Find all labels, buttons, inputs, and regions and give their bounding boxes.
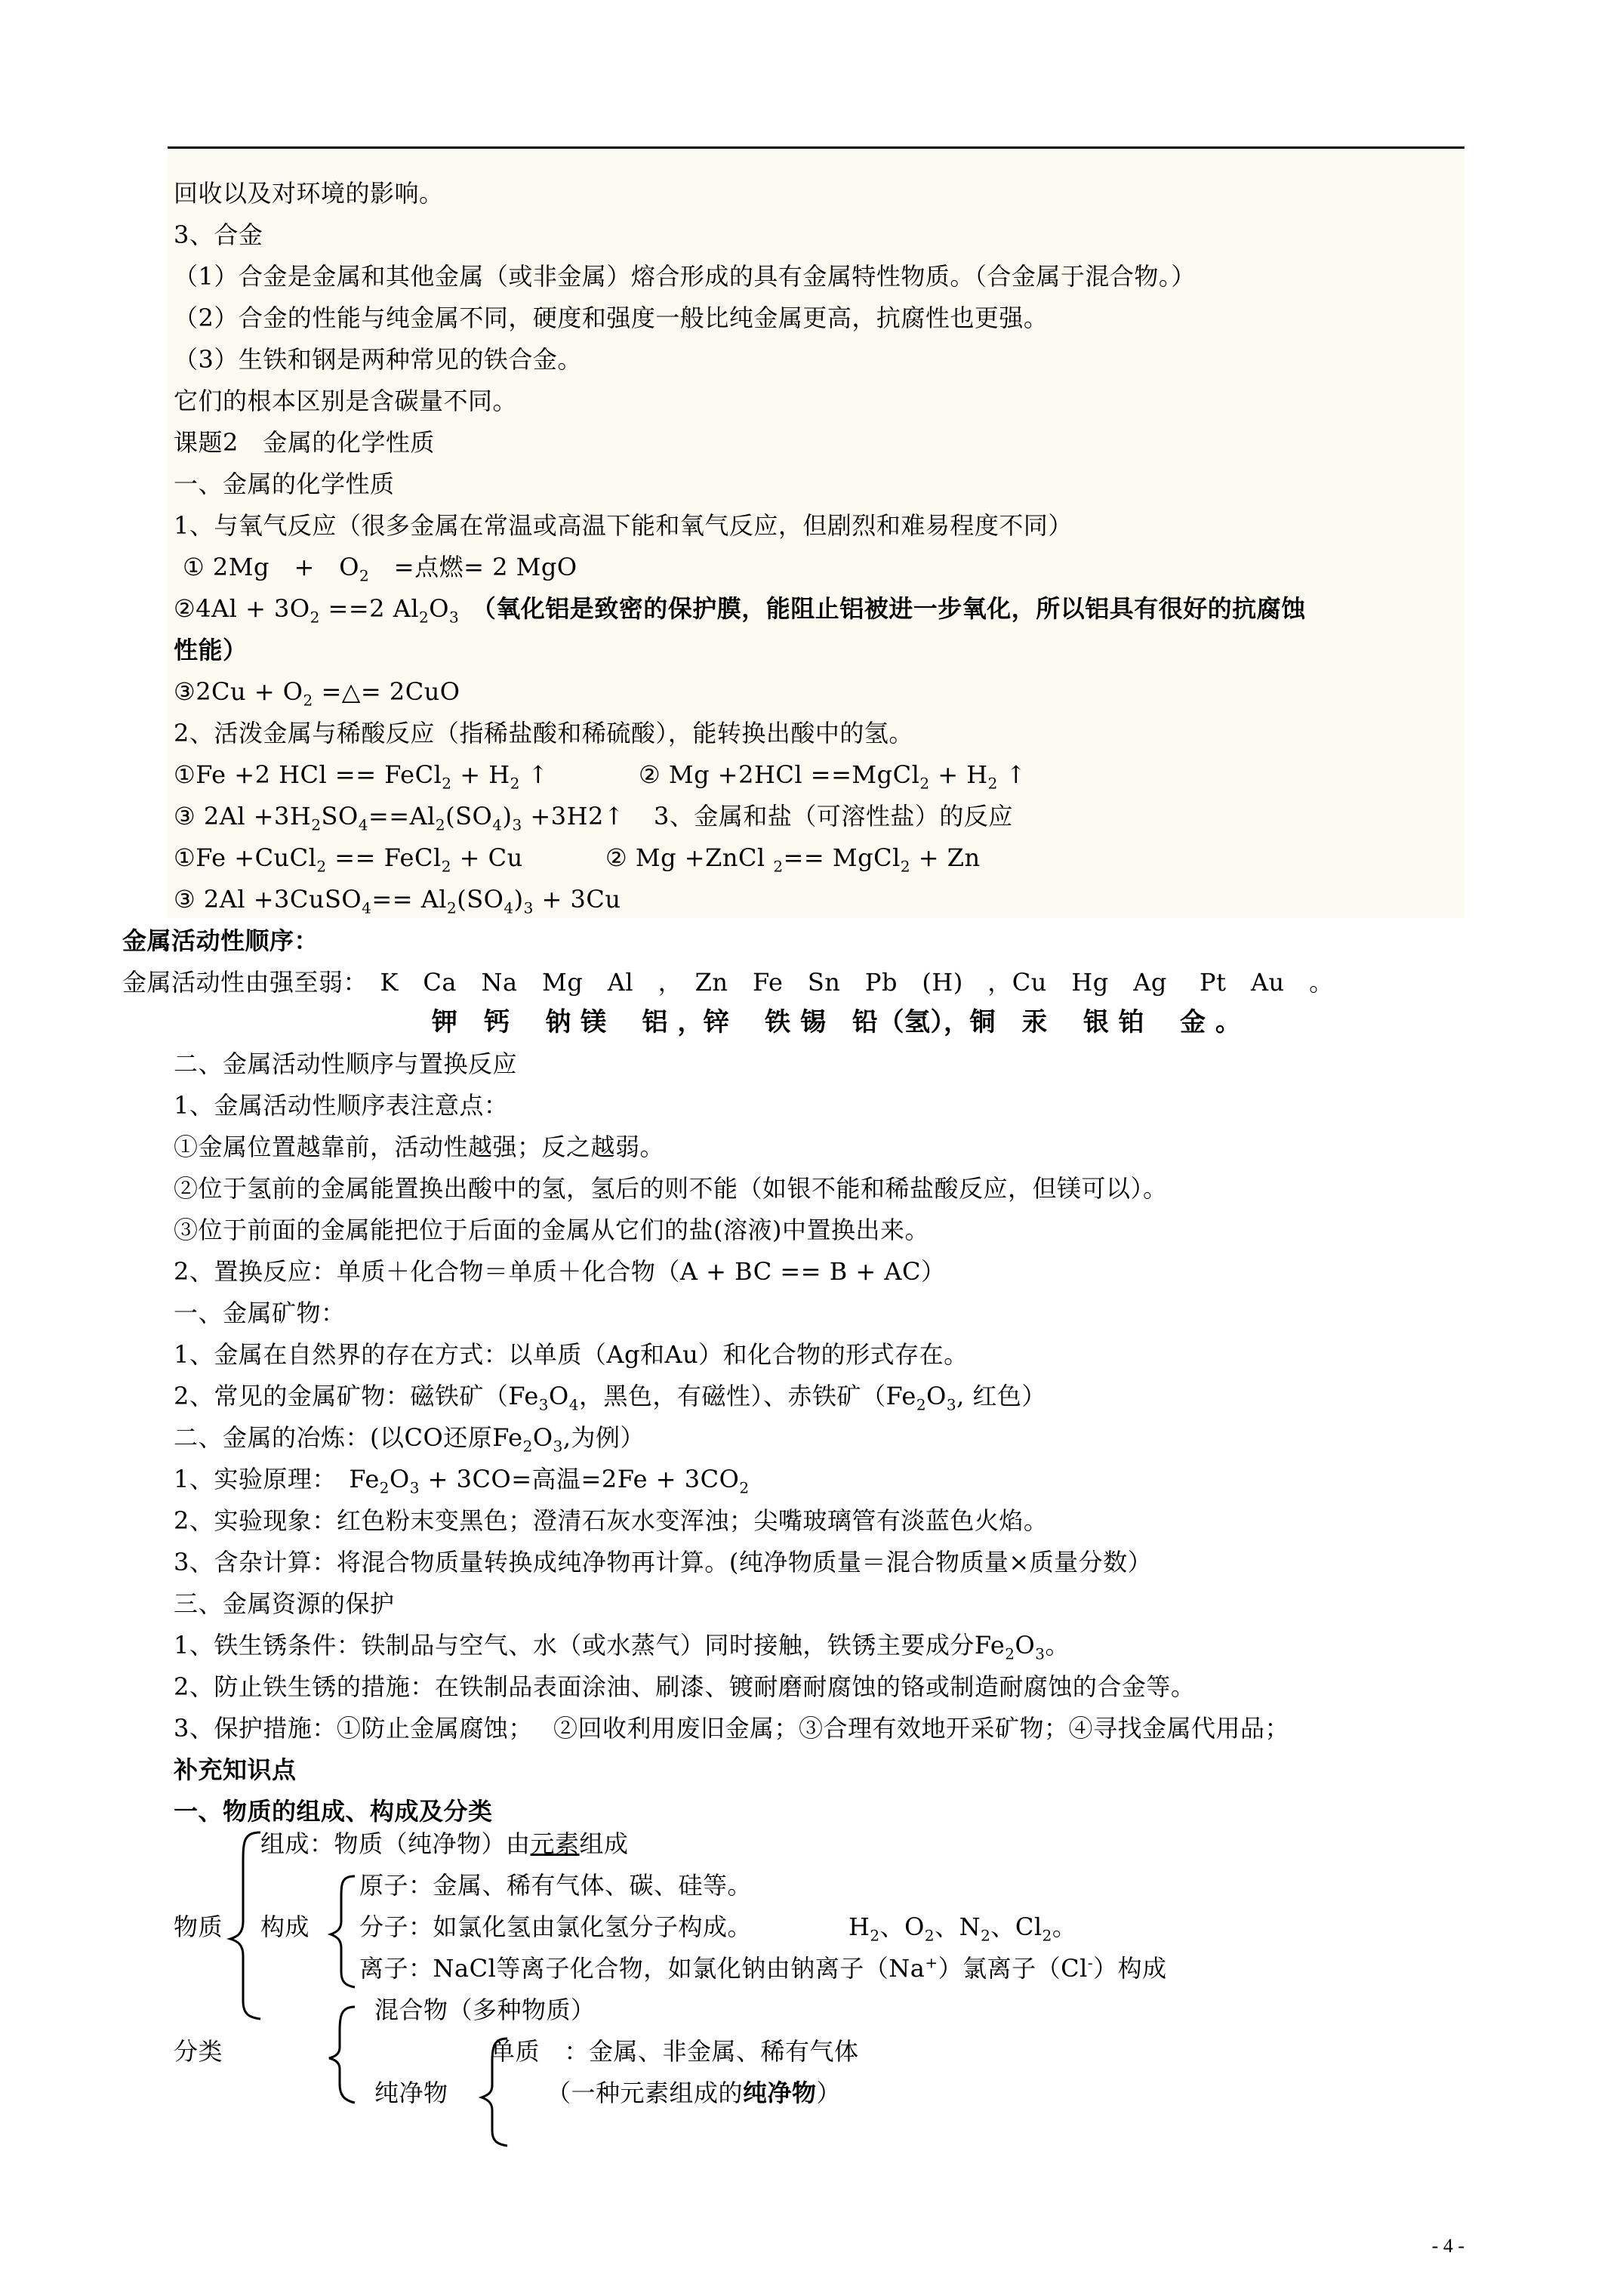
text-line: ①金属位置越靠前，活动性越强；反之越弱。: [174, 1133, 665, 1161]
text-line: 回收以及对环境的影响。: [174, 179, 444, 208]
page-number: - 4 -: [1431, 2235, 1464, 2257]
text-line: 1、与氧气反应（很多金属在常温或高温下能和氧气反应，但剧烈和难易程度不同）: [174, 511, 1073, 540]
tree-pure: 纯净物: [374, 2079, 448, 2107]
text-line: 三、金属资源的保护: [174, 1589, 395, 1618]
section-title: 金属活动性顺序：: [122, 926, 319, 955]
text-line: （1）合金是金属和其他金属（或非金属）熔合形成的具有金属特性物质。（合金属于混合物。）: [174, 262, 1196, 291]
text-line: 一、金属矿物：: [174, 1299, 346, 1327]
tree-atom: 原子：金属、稀有气体、碳、硅等。: [359, 1871, 753, 1900]
tree-element: 单质 ：金属、非金属、稀有气体: [491, 2037, 859, 2066]
tree-root-classification: 分类: [174, 2037, 223, 2066]
equation-cu: ③2Cu + $O_2$ =△= 2CuO: [174, 677, 460, 710]
tree-mixture: 混合物（多种物质）: [374, 1996, 596, 2024]
activity-series-symbols: 金属活动性由强至弱： K Ca Na Mg Al ， Zn Fe Sn Pb (H) ，Cu Hg Ag Pt Au 。: [122, 968, 1334, 997]
text-line: （2）合金的性能与纯金属不同，硬度和强度一般比纯金属更高，抗腐性也更强。: [174, 304, 1049, 332]
tree-molecule-formulas: $H_2$、$O_2$、$N_2$、$Cl_2$。: [848, 1912, 1077, 1945]
text-line: 3、金属和盐（可溶性盐）的反应: [654, 802, 1013, 831]
text-line: 1、金属活动性顺序表注意点：: [174, 1091, 509, 1120]
equation-al-cuso4: ③ 2Al +3CuSO$_4$== $Al_2(SO_4)_3 + 3Cu$: [174, 885, 621, 917]
text-line: 3、含杂计算：将混合物质量转换成纯净物再计算。(纯净物质量＝混合物质量×质量分数）: [174, 1548, 1153, 1576]
equation-al: ②4Al + $3O_2 ==2$ $Al_2O_3$ （氧化铝是致密的保护膜，能阻止铝被进一步氧化，所以铝具有很好的抗腐蚀: [174, 594, 1306, 627]
activity-series-names: 钾 钙 钠 镁 铝 ，锌 铁 锡 铅（氢），铜 汞 银 铂 金 。: [432, 1007, 1242, 1037]
equation-al-h2so4: ③ $2Al +3H_2SO_4==Al_2(SO_4)_3$ +3H2↑: [174, 802, 625, 834]
equation-mg: ① 2Mg + $O_2$ =点燃= 2 MgO: [183, 553, 577, 585]
ores-line: 2、常见的金属矿物：磁铁矿（$Fe_3O_4$，黑色，有磁性）、赤铁矿（$Fe_2O_3$, 红色）: [174, 1382, 1046, 1414]
tree-composition: 组成：物质（纯净物）由元素组成: [260, 1829, 629, 1858]
text-line: 二、金属活动性顺序与置换反应: [174, 1049, 518, 1078]
tree-molecule: 分子：如氯化氢由氯化氢分子构成。: [359, 1912, 753, 1941]
rust-line: 1、铁生锈条件：铁制品与空气、水（或水蒸气）同时接触，铁锈主要成分$Fe_2O_3$。: [174, 1631, 1070, 1663]
tree-root-matter: 物质: [174, 1912, 223, 1941]
text-line: 3、保护措施：①防止金属腐蚀； ②回收利用废旧金属；③合理有效地开采矿物；④寻找金属代用品；: [174, 1714, 1290, 1743]
text-line: 2、实验现象：红色粉末变黑色；澄清石灰水变浑浊；尖嘴玻璃管有淡蓝色火焰。: [174, 1506, 1049, 1535]
text-line: 3、合金: [174, 220, 263, 249]
text-line: 1、金属在自然界的存在方式：以单质（Ag和Au）和化合物的形式存在。: [174, 1340, 969, 1369]
section-title: 一、物质的组成、构成及分类: [174, 1797, 493, 1826]
equation-fe-cucl2: ①Fe +CuCl$_2$ == FeCl$_2$ + Cu: [174, 843, 523, 876]
principle-line: 1、实验原理： $Fe_2O_3 + 3CO=$高温$=2Fe + 3CO_2$: [174, 1465, 750, 1497]
text-line: 2、活泼金属与稀酸反应（指稀盐酸和稀硫酸），能转换出酸中的氢。: [174, 719, 913, 747]
tree-ion: 离子：NaCl等离子化合物，如氯化钠由钠离子（Na+）氯离子（Cl-）构成: [359, 1953, 1167, 1983]
equation-mg-hcl: ② Mg +2HCl ==MgCl$_2$ + $H_2$ ↑: [639, 760, 1027, 793]
text-line: 2、置换反应：单质＋化合物＝单质＋化合物（A + BC == B + AC）: [174, 1257, 946, 1286]
text-line: ②位于氢前的金属能置换出酸中的氢，氢后的则不能（如银不能和稀盐酸反应，但镁可以）。: [174, 1174, 1168, 1203]
equation-mg-zncl2: ② Mg +ZnCl $_2$== MgCl$_2$ + Zn: [605, 843, 981, 876]
text-line: （3）生铁和钢是两种常见的铁合金。: [174, 345, 582, 374]
tree-element-note: （一种元素组成的纯净物）: [547, 2079, 842, 2107]
section-title: 补充知识点: [174, 1755, 297, 1784]
tree-structure: 构成: [260, 1912, 310, 1941]
text-line: 一、金属的化学性质: [174, 470, 395, 498]
equation-fe-hcl: ①Fe +2 HCl == FeCl$_2$ + $H_2$ ↑: [174, 760, 549, 793]
text-line: 性能）: [174, 636, 248, 664]
text-line: 它们的根本区别是含碳量不同。: [174, 387, 518, 415]
smelting-line: 二、金属的冶炼：(以CO还原$Fe_2O_3$,为例）: [174, 1423, 645, 1456]
text-line: 2、防止铁生锈的措施：在铁制品表面涂油、刷漆、镀耐磨耐腐蚀的铬或制造耐腐蚀的合金等。: [174, 1672, 1196, 1701]
section-title: 课题2 金属的化学性质: [174, 428, 435, 457]
text-line: ③位于前面的金属能把位于后面的金属从它们的盐(溶液)中置换出来。: [174, 1216, 929, 1244]
